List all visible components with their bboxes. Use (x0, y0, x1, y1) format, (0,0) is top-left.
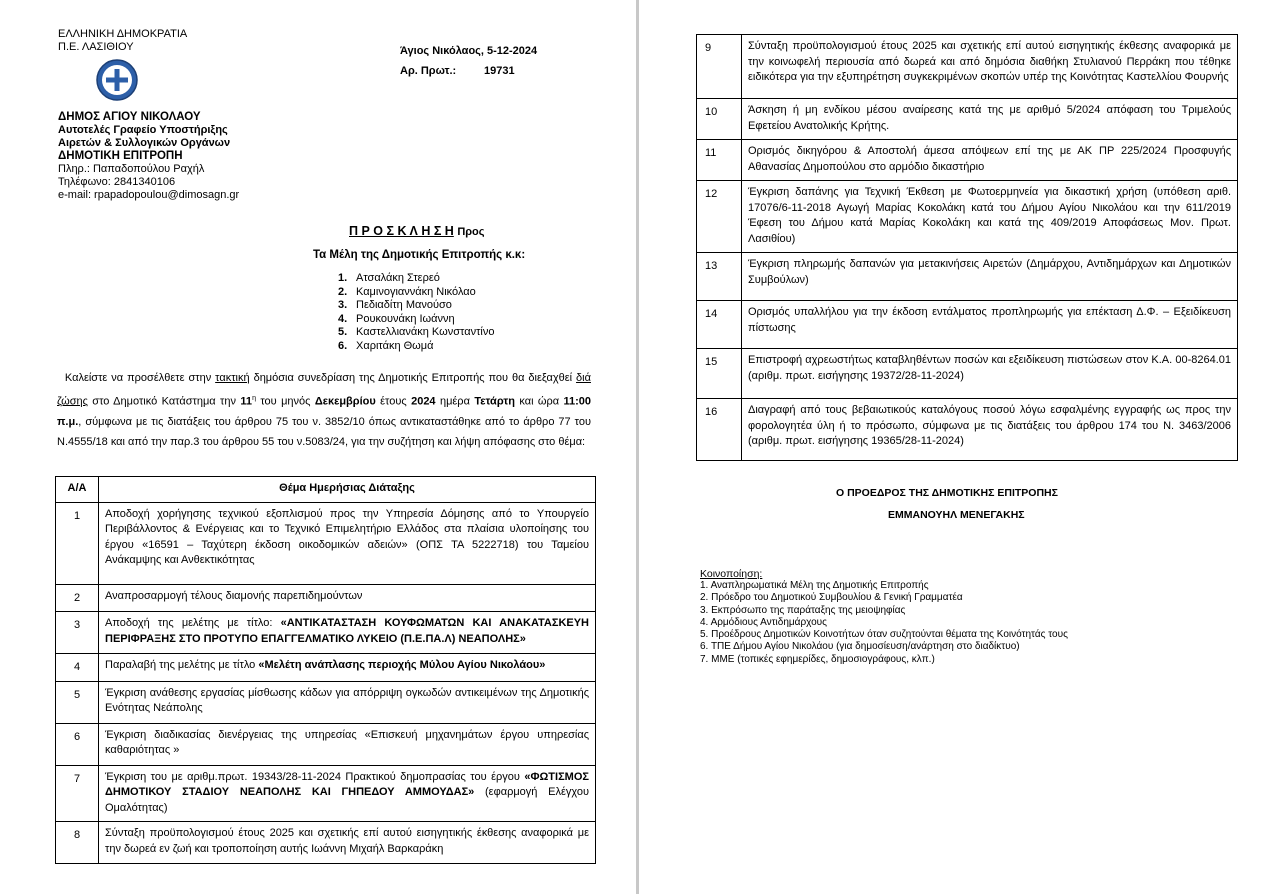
letterhead (58, 28, 187, 54)
member-item (338, 340, 494, 354)
country-line: ΕΛΛΗΝΙΚΗ ΔΗΜΟΚΡΑΤΙΑ (58, 28, 188, 40)
agenda-number: 1 (56, 502, 99, 584)
office-block (58, 111, 239, 202)
cc-item: 4. Αρμόδιους Αντιδημάρχους (700, 616, 827, 628)
table-row (56, 584, 596, 612)
table-row (697, 301, 1238, 349)
col-header-num: Α/Α (56, 477, 99, 503)
agenda-number: 13 (697, 253, 742, 301)
protocol-number: 19731 (484, 65, 515, 77)
cc-title: Κοινοποίηση: (700, 568, 763, 580)
agenda-topic-text: Αποδοχή της μελέτης με τίτλο: (105, 617, 281, 629)
agenda-topic-title: «ΦΩΤΙΣΜΟΣ ΔΗΜΟΤΙΚΟΥ ΣΤΑΔΙΟΥ ΝΕΑΠΟΛΗΣ ΚΑΙ ΓΗΠΕΔΟΥ ΑΜΜΟΥΔΑΣ» (105, 770, 589, 798)
member-name: Πεδιαδίτη Μανούσο (356, 299, 452, 312)
cc-item: 2. Πρόεδρο του Δημοτικού Συμβουλίου & Γενική Γραμματέα (700, 592, 963, 604)
agenda-topic-text: (εφαρμογή Ελέγχου Ομαλότητας) (105, 786, 589, 814)
member-item (338, 313, 494, 327)
cc-list (700, 580, 1068, 666)
agenda-topic: Επιστροφή αχρεωστήτως καταβληθέντων ποσών και εξειδίκευση πιστώσεων στον Κ.Α. 00-8264.01 (αριθμ. πρωτ. εισήγησης 19372/28-11-2024) (742, 349, 1238, 399)
agenda-number: 7 (56, 765, 99, 822)
table-row (56, 765, 596, 822)
table-row (697, 99, 1238, 140)
agenda-number: 9 (697, 35, 742, 99)
agenda-number: 2 (56, 584, 99, 612)
agenda-topic: Σύνταξη προϋπολογισμού έτους 2025 και σχετικής επί αυτού εισηγητικής έκθεσης αναφορικά με την δωρεά εν ζωή και τροποποίηση αυτής Ιωάννη Μιχαήλ Βαρκαράκη (99, 822, 596, 864)
intro-text: στο Δημοτικό Κατάστημα την (87, 395, 241, 408)
invitation-recipients: Τα Μέλη της Δημοτικής Επιτροπής κ.κ: (313, 249, 526, 261)
agenda-number: 11 (697, 140, 742, 181)
agenda-topic: Ορισμός δικηγόρου & Αποστολή άμεσα απόψεων επί της με ΑΚ ΠΡ 225/2024 Προσφυγής Αθανασίας Δημοπούλου στο αρμόδιο δικαστήριο (742, 140, 1238, 181)
table-row (697, 349, 1238, 399)
place-date: Άγιος Νικόλαος, 5-12-2024 (400, 45, 538, 57)
agenda-number: 10 (697, 99, 742, 140)
intro-text: δημόσια συνεδρίαση της Δημοτικής Επιτροπής που θα διεξαχθεί (249, 372, 577, 384)
agenda-topic-text: Παραλαβή της μελέτης με τίτλο (105, 659, 259, 671)
intro-text: ημέρα (435, 395, 475, 408)
office-line-1: Αυτοτελές Γραφείο Υποστήριξης (58, 124, 228, 136)
invitation-title: Π Ρ Ο Σ Κ Λ Η Σ Η (349, 224, 454, 238)
municipality-name: ΔΗΜΟΣ ΑΓΙΟΥ ΝΙΚΟΛΑΟΥ (58, 111, 201, 123)
intro-text: του μηνός (255, 395, 315, 408)
page-divider (636, 0, 639, 894)
member-name: Καστελλιανάκη Κωνσταντίνο (356, 326, 495, 339)
member-number: 6. (338, 339, 348, 352)
invitation-to: Προς (457, 226, 485, 238)
cc-item: 3. Εκπρόσωπο της παράταξης της μειοψηφίας (700, 604, 906, 616)
table-row (56, 654, 596, 682)
member-number: 2. (338, 285, 348, 298)
agenda-topic: Σύνταξη προϋπολογισμού έτους 2025 και σχετικής επί αυτού εισηγητικής έκθεσης αναφορικά με την κοινωφελή περιουσία από δωρεά και από δημόσια διαθήκη Στυλιανού Περράκη που τέθηκε ειδικότερα για την εξυπηρέτηση συγκεκριμένων σκοπών υπέρ της Κοινότητας Καστελλίου Φουρνής (742, 35, 1238, 99)
agenda-number: 16 (697, 399, 742, 461)
member-item (338, 272, 494, 286)
agenda-number: 3 (56, 612, 99, 654)
agenda-topic (99, 654, 596, 682)
member-name: Καμινογιαννάκη Νικόλαο (356, 285, 476, 298)
intro-text: , σύμφωνα με τις διατάξεις του άρθρου 75 του ν. 3852/10 όπως αντικαταστάθηκε από το άρθρο 77 του Ν.4555/18 και από την παρ.3 του άρθρου 55 του ν.5083/24, για την συζήτηση και λήψη απόφασης στο θέμα: (57, 415, 591, 449)
email-line: e-mail: rpapadopoulou@dimosagn.gr (58, 189, 240, 201)
member-number: 4. (338, 312, 348, 325)
phone-line: Τηλέφωνο: 2841340106 (58, 176, 176, 188)
agenda-number: 8 (56, 822, 99, 864)
contact-person: Πληρ.: Παπαδοπούλου Ραχήλ (58, 163, 205, 175)
agenda-table-right (696, 34, 1238, 461)
intro-session-type: τακτική (215, 372, 250, 384)
agenda-topic (99, 612, 596, 654)
cc-item: 6. ΤΠΕ Δήμου Αγίου Νικολάου (για δημοσίευση/ανάρτηση στο διαδίκτυο) (700, 641, 1020, 653)
signature-name: ΕΜΜΑΝΟΥΗΛ ΜΕΝΕΓΑΚΗΣ (888, 509, 1025, 521)
cc-item: 7. ΜΜΕ (τοπικές εφημερίδες, δημοσιογράφους, κλπ.) (700, 653, 935, 665)
intro-session-mode: διά ζώσης (57, 372, 591, 408)
table-row (697, 253, 1238, 301)
agenda-number: 15 (697, 349, 742, 399)
member-item (338, 326, 494, 340)
member-name: Ατσαλάκη Στερεό (356, 272, 440, 284)
table-row (56, 822, 596, 864)
invitation-heading (349, 224, 485, 238)
agenda-topic: Αναπροσαρμογή τέλους διαμονής παρεπιδημούντων (99, 584, 596, 612)
agenda-topic: Διαγραφή από τους βεβαιωτικούς καταλόγους ποσού λόγω εσφαλμένης εγγραφής ως προς την φορολογητέα ύλη ή το πρόσωπο, σύμφωνα με τις διατάξεις του άρθρου 174 του Ν. 3463/2006 (αριθμ. πρωτ. εισήγησης 19365/28-11-2024) (742, 399, 1238, 461)
agenda-number: 5 (56, 681, 99, 723)
member-name: Ρουκουνάκη Ιωάννη (356, 312, 455, 325)
table-row (56, 681, 596, 723)
table-row (697, 181, 1238, 253)
intro-text: έτους (375, 395, 412, 408)
agenda-topic-title: «Μελέτη ανάπλασης περιοχής Μύλου Αγίου Νικολάου» (258, 659, 546, 671)
member-item (338, 299, 494, 313)
member-item (338, 286, 494, 300)
table-row (56, 723, 596, 765)
agenda-number: 6 (56, 723, 99, 765)
greek-coat-of-arms-icon (95, 58, 139, 102)
intro-day-suffix: η (252, 394, 256, 402)
table-row (697, 140, 1238, 181)
office-line-2: Αιρετών & Συλλογικών Οργάνων (58, 137, 231, 149)
col-header-topic: Θέμα Ημερήσιας Διάταξης (99, 477, 596, 503)
agenda-number: 14 (697, 301, 742, 349)
intro-day: 11 (240, 395, 253, 408)
intro-text: και ώρα (514, 395, 564, 408)
intro-time: 11:00 π.μ. (57, 395, 592, 428)
table-row (697, 399, 1238, 461)
committee-name: ΔΗΜΟΤΙΚΗ ΕΠΙΤΡΟΠΗ (58, 150, 183, 162)
agenda-topic-title: «ΑΝΤΙΚΑΤΑΣΤΑΣΗ ΚΟΥΦΩΜΑΤΩΝ ΚΑΙ ΑΝΑΚΑΤΑΣΚΕΥΗ ΠΕΡΙΦΡΑΞΗΣ ΣΤΟ ΠΡΟΤΥΠΟ ΕΠΑΓΓΕΛΜΑΤΙΚΟ ΛΥΚΕΙΟ (Π.Ε.ΠΑ.Λ) ΝΕΑΠΟΛΗΣ» (105, 617, 589, 645)
agenda-topic: Έγκριση ανάθεσης εργασίας μίσθωσης κάδων για απόρριψη ογκωδών αντικειμένων της Δημοτικής Ενότητας Νεάπολης (99, 681, 596, 723)
agenda-topic: Άσκηση ή μη ενδίκου μέσου αναίρεσης κατά της με αριθμό 5/2024 απόφαση του Τριμελούς Εφετείου Ανατολικής Κρήτης. (742, 99, 1238, 140)
member-list (338, 272, 494, 354)
agenda-number: 4 (56, 654, 99, 682)
region-line: Π.Ε. ΛΑΣΙΘΙΟΥ (58, 41, 134, 53)
agenda-topic: Έγκριση πληρωμής δαπανών για μετακινήσεις Αιρετών (Δημάρχου, Αντιδημάρχων και Δημοτικών Συμβούλων) (742, 253, 1238, 301)
cc-item: 5. Προέδρους Δημοτικών Κοινοτήτων όταν συζητούνται θέματα της Κοινότητάς τους (700, 629, 1068, 641)
agenda-topic: Αποδοχή χορήγησης τεχνικού εξοπλισμού προς την Υπηρεσία Δόμησης από το Υπουργείο Περιβάλλοντος & Ενέργειας και το Τεχνικό Επιμελητήριο Ελλάδος στα πλαίσια υλοποίησης του έργου «16591 – Ταχύτερη έκδοση οικοδομικών αδειών» (ΟΠΣ ΤΑ 5222718) του Ταμείου Ανάκαμψης και Ανθεκτικότητας (99, 502, 596, 584)
member-number: 3. (338, 299, 348, 312)
intro-weekday: Τετάρτη (474, 395, 515, 408)
signature-role: Ο ΠΡΟΕΔΡΟΣ ΤΗΣ ΔΗΜΟΤΙΚΗΣ ΕΠΙΤΡΟΠΗΣ (836, 487, 1058, 499)
agenda-topic: Ορισμός υπαλλήλου για την έκδοση εντάλματος προπληρωμής για επέκταση Δ.Φ. – Εξειδίκευση πίστωσης (742, 301, 1238, 349)
cc-block (700, 568, 1068, 666)
protocol-label: Αρ. Πρωτ.: (400, 65, 457, 77)
member-number: 1. (338, 272, 348, 284)
intro-month: Δεκεμβρίου (314, 395, 376, 408)
table-row (56, 502, 596, 584)
intro-paragraph (57, 368, 591, 453)
agenda-topic-text: Έγκριση του με αριθμ.πρωτ. 19343/28-11-2024 Πρακτικού δημοπρασίας του έργου (105, 770, 525, 783)
agenda-topic (99, 765, 596, 822)
table-row (56, 612, 596, 654)
intro-year: 2024 (411, 395, 436, 408)
agenda-topic: Έγκριση δαπάνης για Τεχνική Έκθεση με Φωτοερμηνεία για δικαστική χρήση (υπόθεση αριθ. 17076/6-11-2018 Αγωγή Μαρίας Κοκολάκη κατά του Δήμου Αγίου Νικολάου και την 611/2019 Έφεση του Δήμου κατά Μαρίας Κοκολάκη και κατά της 409/2019 Αποφάσεως Μον. Πρωτ. Λασιθίου) (742, 181, 1238, 253)
cc-item: 1. Αναπληρωματικά Μέλη της Δημοτικής Επιτροπής (700, 580, 929, 591)
agenda-number: 12 (697, 181, 742, 253)
table-header-row (56, 477, 596, 503)
agenda-topic: Έγκριση διαδικασίας διενέργειας της υπηρεσίας «Επισκευή μηχανημάτων έργου υπηρεσίας καθαριότητας » (99, 723, 596, 765)
table-row (697, 35, 1238, 99)
agenda-table-left (55, 476, 596, 864)
member-number: 5. (338, 326, 348, 339)
intro-text: Καλείστε να προσέλθετε στην (64, 372, 216, 384)
member-name: Χαριτάκη Θωμά (356, 339, 434, 352)
